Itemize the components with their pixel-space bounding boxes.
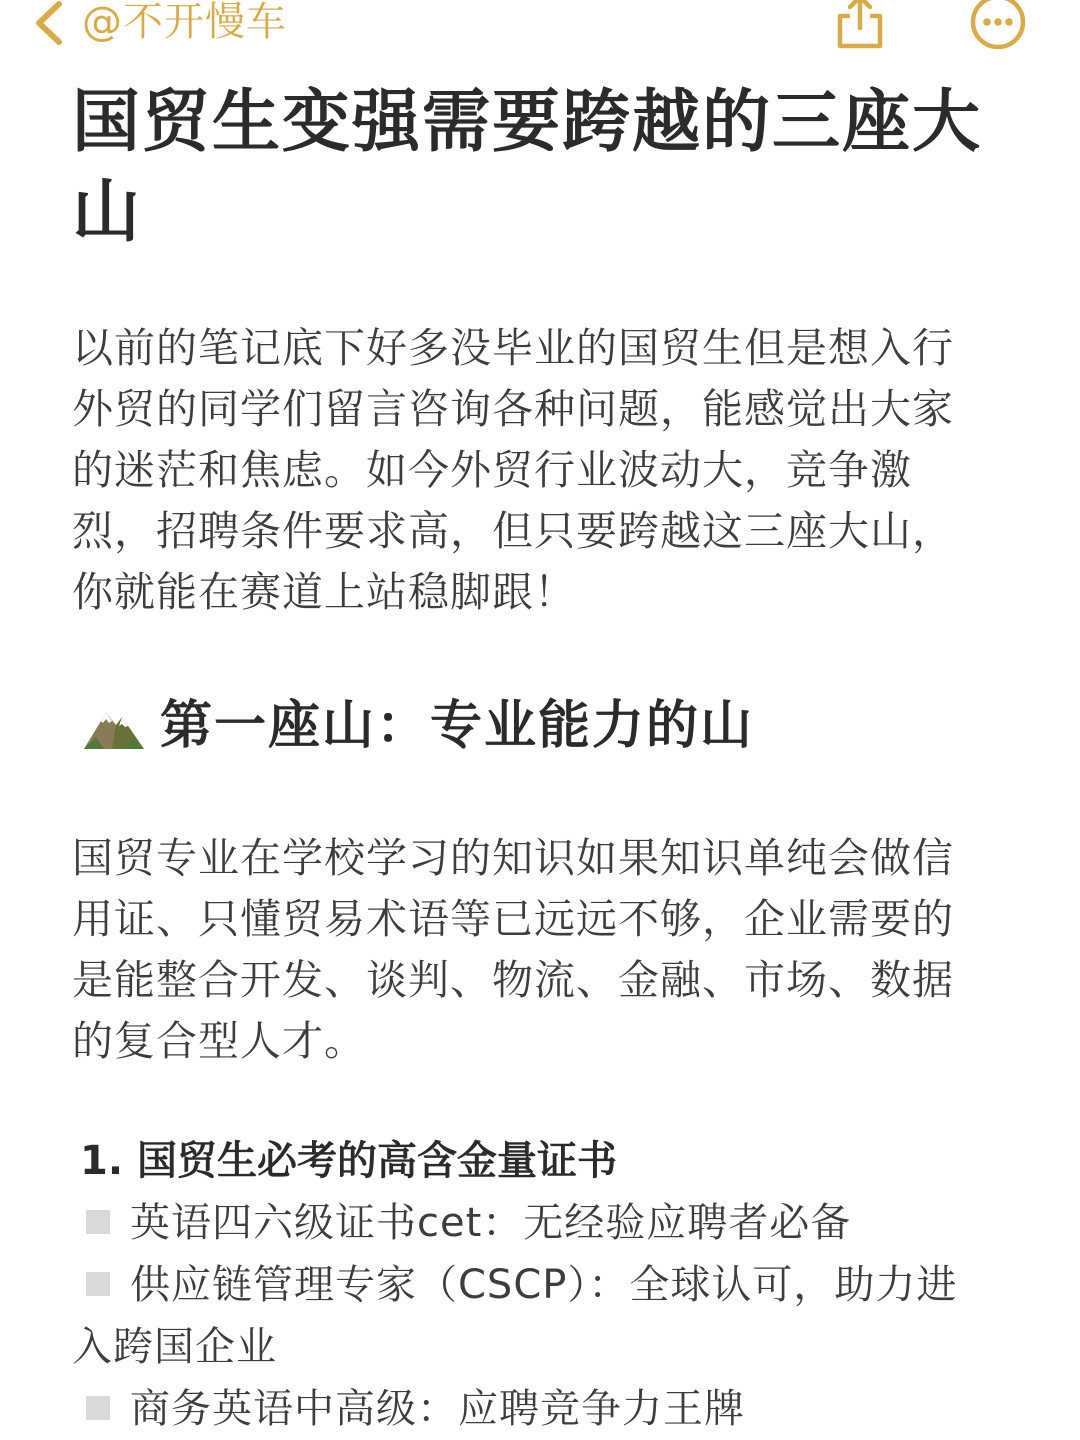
article-title: 国贸生变强需要跨越的三座大山 [72, 83, 983, 252]
back-button[interactable] [28, 0, 68, 46]
chevron-left-icon [31, 0, 65, 46]
list-item [72, 1254, 992, 1378]
share-button[interactable] [832, 0, 888, 52]
mountain-icon [82, 701, 146, 751]
section-body: 国贸专业在学校学习的知识如果知识单纯会做信用证、只懂贸易术语等已远远不够，企业需要的是能整合开发、谈判、物流、金融、市场、数据的复合型人才。 [72, 834, 954, 1065]
list-heading: 1. 国贸生必考的高含金量证书 [80, 1138, 617, 1184]
section-title: 第一座山：专业能力的山 [160, 696, 755, 756]
more-button[interactable] [968, 0, 1028, 52]
bullet-square-icon [86, 1210, 110, 1234]
more-dots-icon [968, 0, 1028, 52]
share-icon [832, 0, 888, 52]
author-name[interactable]: @不开慢车 [82, 0, 287, 45]
certificate-list [72, 1192, 992, 1440]
list-item [72, 1192, 992, 1254]
bullet-square-icon [86, 1272, 110, 1296]
list-item-text: 供应链管理专家（CSCP）：全球认可，助力进入跨国企业 [72, 1262, 958, 1370]
bullet-square-icon [86, 1396, 110, 1420]
list-item [72, 1378, 992, 1440]
list-item-text: 商务英语中高级：应聘竞争力王牌 [130, 1386, 745, 1432]
top-bar [0, 0, 1080, 60]
list-item-text: 英语四六级证书cet：无经验应聘者必备 [130, 1200, 852, 1246]
intro-paragraph: 以前的笔记底下好多没毕业的国贸生但是想入行外贸的同学们留言咨询各种问题，能感觉出大家的迷茫和焦虑。如今外贸行业波动大，竞争激烈，招聘条件要求高，但只要跨越这三座大山，你就能在赛道上站稳脚跟！ [72, 324, 954, 616]
section-heading [82, 686, 754, 766]
